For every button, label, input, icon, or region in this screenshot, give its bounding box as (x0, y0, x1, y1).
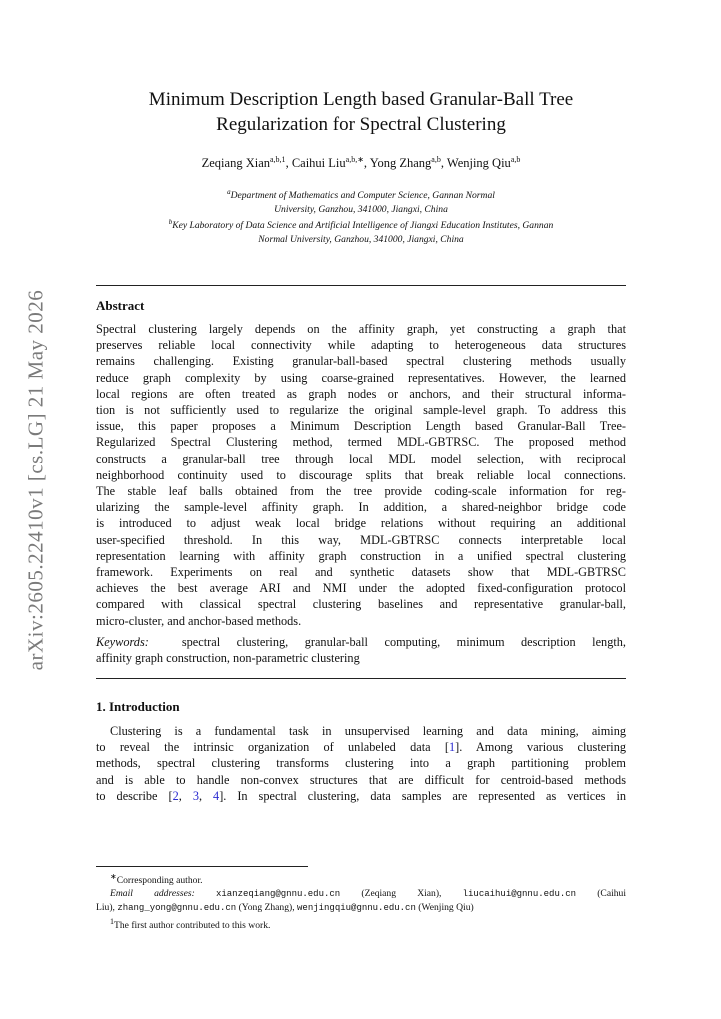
author-affil-mark: a,b (510, 155, 521, 164)
abstract-line: constructs a granular-ball tree through local MDL model selection, with reciprocal (96, 451, 626, 466)
arxiv-stamp: arXiv:2605.22410v1 [cs.LG] 21 May 2026 (23, 289, 48, 671)
abstract-line: issue, this paper proposes a Minimum Description Length based Granular-Ball Tree- (96, 419, 626, 434)
footnotes (96, 870, 626, 932)
affiliation-a-line-1: $^a$Department of Mathematics and Computer Science, Gannan Normal (227, 188, 495, 202)
abstract-line: is introduced to adjust weak local bridge relations without requiring an additional (96, 516, 626, 531)
paper-title (96, 87, 626, 137)
abstract-line: achieves the best average ARI and NMI under the adopted fixed-configuration protocol (96, 581, 626, 596)
email-link[interactable]: liucaihui@gnnu.edu.cn (462, 889, 577, 900)
email-link[interactable]: wenjingqiu@gnnu.edu.cn (297, 903, 416, 914)
author-affil-mark: a,b (431, 155, 441, 164)
intro-line: and is able to handle non-convex structures that are difficult for centroid-based methods (96, 772, 626, 787)
author-affil-mark: a,b,∗ (345, 155, 364, 164)
abstract-line: compared with classical spectral clustering baselines and representative granular-ball, (96, 597, 626, 612)
abstract-line: framework. Experiments on real and synthetic datasets show that MDL-GBTRSC (96, 565, 626, 580)
title-line-2: Regularization for Spectral Clustering (216, 114, 506, 135)
abstract-line: reduce graph complexity by using coarse-grained representatives. However, the learned (96, 370, 626, 385)
keywords-line-1: Keywords: spectral clustering, granular-ball computing, minimum description length, (96, 635, 626, 649)
abstract-line: representation learning with affinity graph construction in a unified spectral clustering (96, 548, 626, 563)
top-divider (96, 285, 626, 286)
footnote-divider (96, 866, 308, 867)
citation-link[interactable]: 4 (213, 788, 220, 803)
footnote-corresponding: ∗Corresponding author. (110, 872, 203, 887)
introduction-body (96, 723, 626, 804)
author-affil-mark: a,b,1 (270, 155, 286, 164)
author-name: Wenjing Qiu (446, 156, 511, 171)
abstract-line: The stable leaf balls obtained from the tree provide coding-scale information for reg- (96, 484, 626, 499)
footnote-emails-cont: Liu), zhang_yong@gnnu.edu.cn (Yong Zhang), wenjingqiu@gnnu.edu.cn (Wenjing Qiu) (96, 902, 474, 914)
intro-line: to reveal the intrinsic organization of unlabeled data [1]. Among various clustering (96, 740, 627, 755)
citation-link[interactable]: 3 (192, 788, 199, 803)
abstract-heading: Abstract (96, 298, 145, 313)
abstract-line: tion is not sufficiently used to regularize the original sample-level graph. To address this (96, 403, 626, 418)
abstract-body (96, 321, 626, 629)
footnote-first-author: $^1$The first author contributed to this work. (110, 917, 271, 932)
abstract-line: local regions are often treated as graph nodes or anchors, and their structural informa- (96, 386, 626, 401)
intro-line: Clustering is a fundamental task in unsupervised learning and data mining, aiming (110, 724, 626, 738)
author-name: Zeqiang Xian (201, 156, 270, 171)
intro-line: to describe [2, 3, 4]. In spectral clustering, data samples are represented as vertices in (96, 788, 627, 803)
email-link[interactable]: zhang_yong@gnnu.edu.cn (117, 903, 237, 914)
abstract-line: Regularized Spectral Clustering method, termed MDL-GBTRSC. The proposed method (96, 435, 626, 450)
keywords (96, 634, 626, 666)
author-name: Caihui Liu (291, 156, 346, 171)
author-list: Zeqiang Xian$^{a,b,1}$, Caihui Liu$^{a,b,∗}$, Yong Zhang$^{a,b}$, Wenjing Qiu$^{a,b}$ (201, 155, 521, 171)
intro-line: methods, spectral clustering transforms clustering into a graph partitioning problem (96, 756, 626, 771)
title-line-1: Minimum Description Length based Granular-Ball Tree (148, 89, 574, 110)
abstract-line: micro-cluster, and anchor-based methods. (96, 613, 302, 628)
keywords-label: Keywords: (96, 635, 149, 649)
section-heading-introduction: 1. Introduction (96, 699, 180, 714)
affiliations (96, 186, 626, 246)
abstract-line: ularizing the sample-level affinity graph. In addition, a shared-neighbor bridge code (96, 500, 626, 515)
affiliation-b-line-1: $^b$Key Laboratory of Data Science and Artificial Intelligence of Jiangxi Education Institutes, Gannan (168, 218, 554, 232)
keywords-line-2: affinity graph construction, non-parametric clustering (96, 651, 360, 666)
abstract-line: user-specified threshold. In this way, MDL-GBTRSC connects interpretable local (96, 532, 626, 547)
citation-link[interactable]: 1 (448, 740, 456, 755)
affiliation-a-line-2: University, Ganzhou, 341000, Jiangxi, China (274, 203, 448, 215)
abstract-line: Spectral clustering largely depends on the affinity graph, yet constructing a graph that (96, 322, 626, 336)
abstract-line: preserves reliable local connectivity while adapting to heterogeneous data structures (96, 338, 626, 353)
abstract-line: remains challenging. Existing granular-ball-based spectral clustering methods usually (96, 354, 626, 369)
affiliation-b-line-2: Normal University, Ganzhou, 341000, Jiangxi, China (258, 233, 464, 245)
author-name: Yong Zhang (369, 156, 432, 171)
abstract-line: neighborhood continuity used to discourage splits that break reliable local connections. (96, 467, 626, 482)
footnote-emails: Email addresses: xianzeqiang@gnnu.edu.cn (Zeqiang Xian), liucaihui@gnnu.edu.cn (Caihui (110, 888, 627, 900)
citation-link[interactable]: 2 (172, 788, 179, 803)
email-link[interactable]: xianzeqiang@gnnu.edu.cn (215, 889, 341, 900)
bottom-divider (96, 678, 626, 679)
